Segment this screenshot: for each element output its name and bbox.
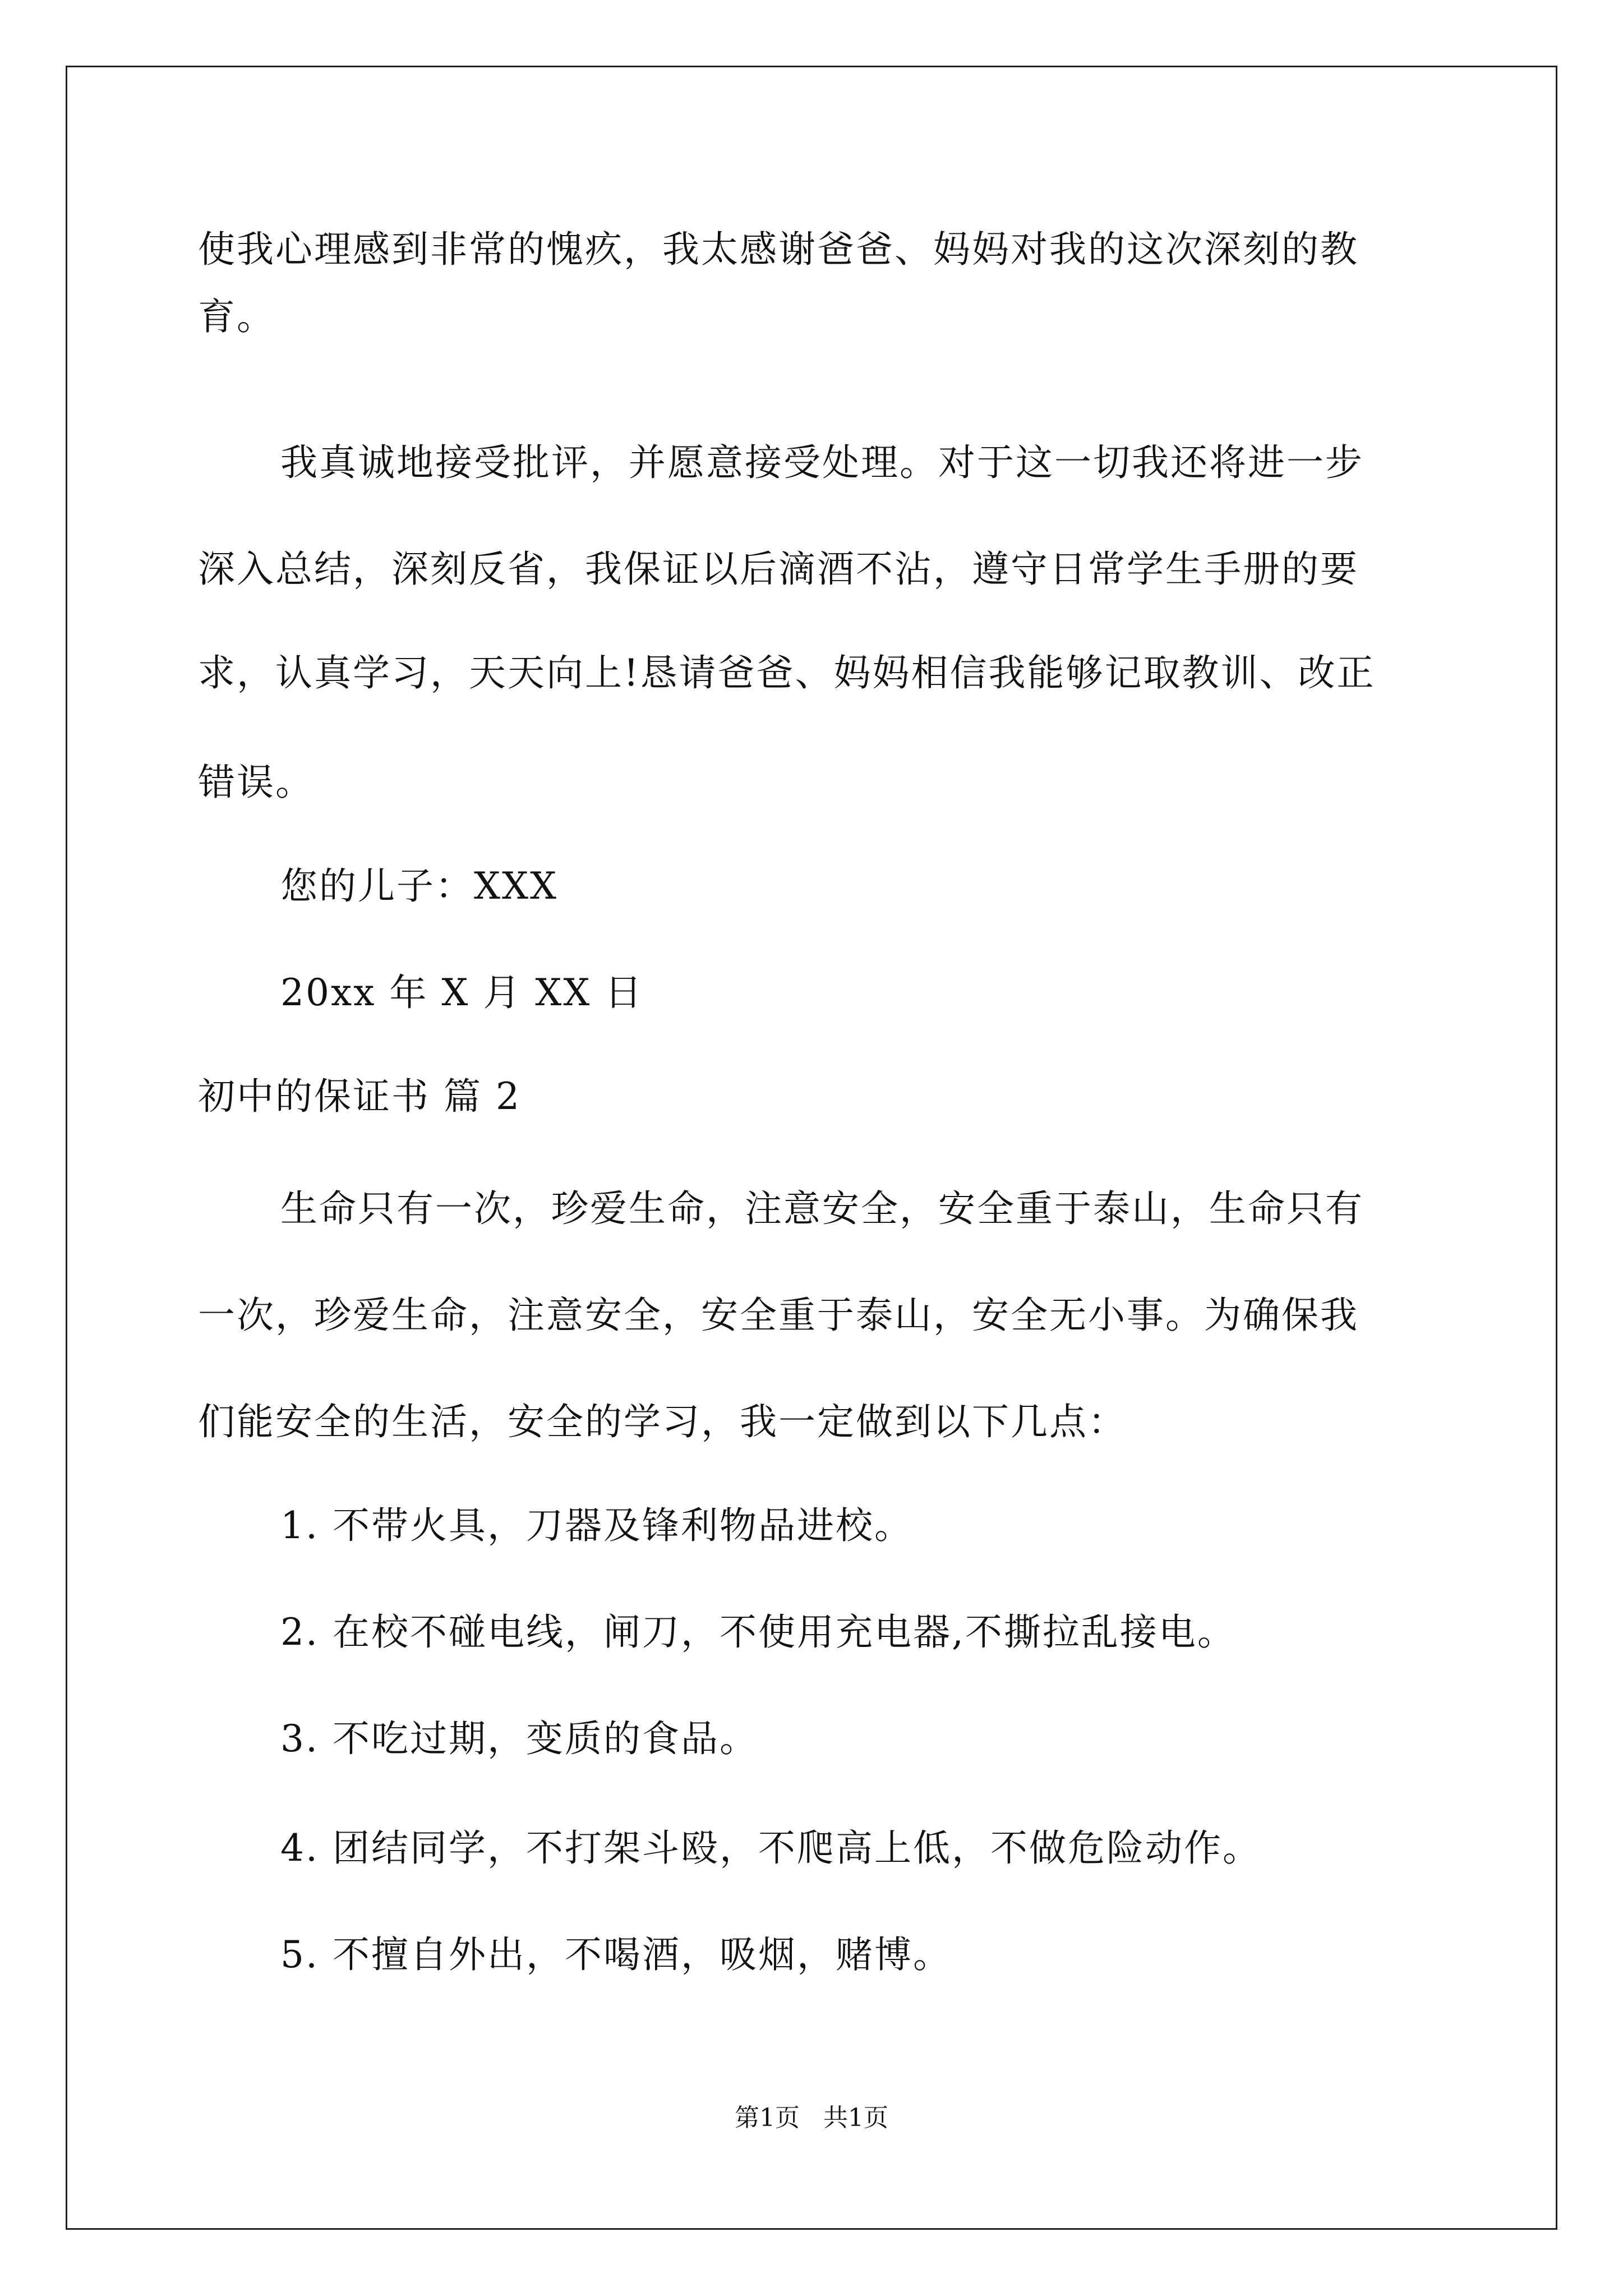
page-border xyxy=(66,66,1557,2230)
body-line: 一次，珍爱生命，注意安全，安全重于泰山，安全无小事。为确保我 xyxy=(198,1294,1359,1337)
signature-line: 您的儿子：XXX xyxy=(280,864,558,908)
body-line: 深入总结，深刻反省，我保证以后滴酒不沾，遵守日常学生手册的要 xyxy=(198,547,1359,591)
paragraph-start: 生命只有一次，珍爱生命，注意安全，安全重于泰山，生命只有 xyxy=(280,1187,1364,1230)
list-item: 2. 在校不碰电线，闸刀，不使用充电器,不撕拉乱接电。 xyxy=(280,1611,1236,1654)
body-line: 们能安全的生活，安全的学习，我一定做到以下几点： xyxy=(198,1400,1127,1443)
body-line: 求，认真学习，天天向上!恳请爸爸、妈妈相信我能够记取教训、改正 xyxy=(198,651,1376,694)
body-line: 使我心理感到非常的愧疚，我太感谢爸爸、妈妈对我的这次深刻的教 xyxy=(198,228,1359,271)
body-line: 育。 xyxy=(198,295,275,338)
body-line: 错误。 xyxy=(198,761,314,804)
list-item: 4. 团结同学，不打架斗殴，不爬高上低，不做危险动作。 xyxy=(280,1826,1261,1870)
page-footer: 第1页 共1页 xyxy=(735,2104,888,2132)
list-item: 1. 不带火具，刀器及锋利物品进校。 xyxy=(280,1504,913,1547)
paragraph-start: 我真诚地接受批评，并愿意接受处理。对于这一切我还将进一步 xyxy=(280,441,1364,484)
section-heading: 初中的保证书 篇 2 xyxy=(198,1075,521,1118)
list-item: 3. 不吃过期，变质的食品。 xyxy=(280,1717,758,1760)
date-line: 20xx 年 X 月 XX 日 xyxy=(280,971,644,1014)
list-item: 5. 不擅自外出，不喝酒，吸烟，赌博。 xyxy=(280,1933,952,1976)
